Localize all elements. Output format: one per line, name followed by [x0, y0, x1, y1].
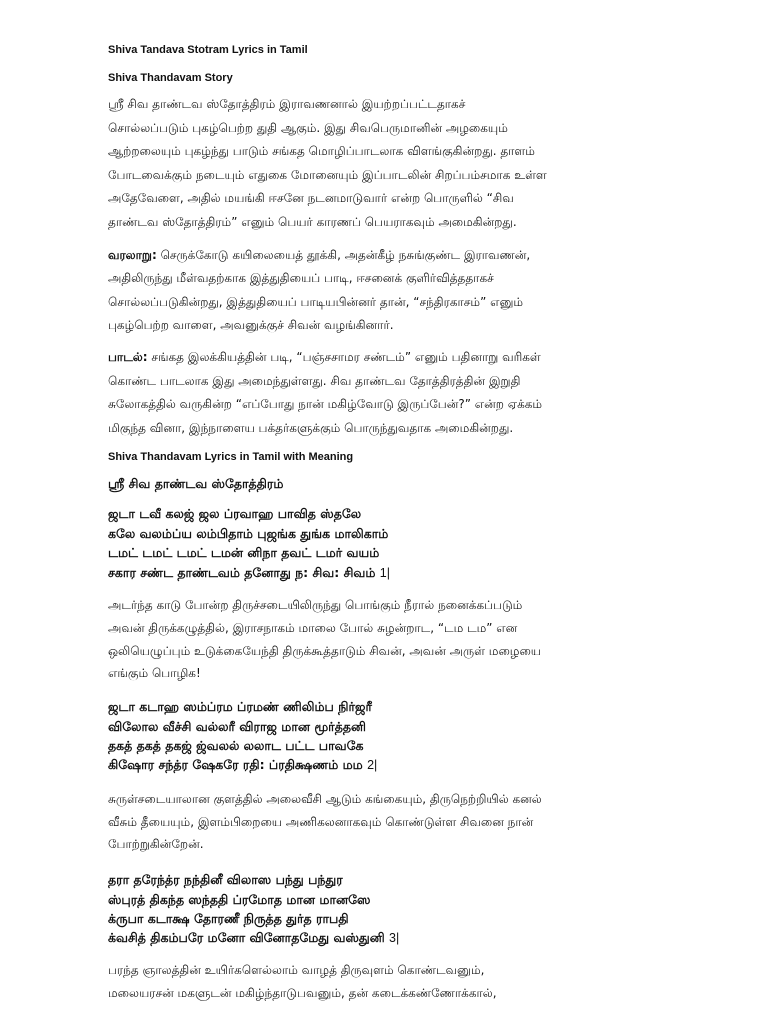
verse-line — [108, 928, 668, 948]
text-line: வீசும் தீயையும், இளம்பிறையை அணிகலனாகவும் கொண்டுள்ள சிவனை நான் — [108, 814, 534, 829]
text-line: சொல்லப்படுகின்றது, இத்துதியைப் பாடியபின்னர் தான், “சந்திரகாசம்” எனும் — [108, 294, 524, 309]
text-line: மிகுந்த வினா, இந்நாளைய பக்தர்களுக்கும் பொருந்துவதாக அமைகின்றது. — [108, 420, 514, 435]
text-line: புகழ்பெற்ற வாளை, அவனுக்குச் சிவன் வழங்கினார். — [108, 318, 394, 333]
document-title: Shiva Tandava Stotram Lyrics in Tamil — [108, 44, 308, 56]
verse-number: 2| — [367, 758, 378, 773]
verse-line: ஜடா டவீ கலஜ் ஜல ப்ரவாஹ பாவித ஸ்தலே — [108, 506, 362, 522]
verse-block — [108, 870, 668, 949]
song-paragraph — [108, 346, 668, 440]
text-line: போடவைக்கும் நடையும் எதுகை மோனையும் இப்பாடலின் சிறப்பம்சமாக உள்ள — [108, 167, 547, 182]
text-line: போற்றுகின்றேன். — [108, 837, 204, 852]
verse-line: தரா தரேந்த்ர நந்தினீ விலாஸ பந்து பந்துர — [108, 872, 343, 888]
verse-line: கலே வலம்ப்ய லம்பிதாம் புஜங்க துங்க மாலிகாம் — [108, 525, 389, 541]
text-line: பரந்த ஞாலத்தின் உயிர்களெல்லாம் வாழத் திருவுளம் கொண்டவனும், — [108, 962, 485, 977]
text-line: சுருள்சடையாலான குளத்தில் அலைவீசி ஆடும் கங்கையும், திருநெற்றியில் கனல் — [108, 791, 542, 806]
history-paragraph — [108, 244, 668, 338]
text-line: அவன் திருக்கழுத்தில், இராசநாகம் மாலை போல் சுழன்றாட, “டம டம” என — [108, 620, 518, 635]
meaning-paragraph — [108, 788, 668, 856]
verse-number: 1| — [379, 565, 390, 580]
text-line: அடர்ந்த காடு போன்ற திருச்சடையிலிருந்து பொங்கும் நீரால் நனைக்கப்படும் — [108, 597, 523, 612]
text-line: அதேவேளை, அதில் மயங்கி ஈசனே நடனமாடுவார் என்ற பொருளில் “சிவ — [108, 191, 514, 206]
section-heading-story: Shiva Thandavam Story — [108, 72, 233, 84]
verse-line: விலோல வீச்சி வல்லரீ விராஜ மான மூர்த்தனி — [108, 718, 366, 734]
text-line: கொண்ட பாடலாக இது அமைந்துள்ளது. சிவ தாண்டவ தோத்திரத்தின் இறுதி — [108, 373, 521, 388]
text-line: சுலோகத்தில் வருகின்ற “எப்போது நான் மகிழ்வோடு இருப்பேன்?” என்ற ஏக்கம் — [108, 397, 543, 412]
intro-paragraph — [108, 93, 668, 235]
verse-line: ஸ்புரத் திகந்த ஸந்ததி ப்ரமோத மான மானஸே — [108, 891, 371, 907]
meaning-paragraph — [108, 959, 668, 1005]
verse-block — [108, 697, 668, 776]
history-first-line: செருக்கோடு கயிலையைத் தூக்கி, அதன்கீழ் நசுங்குண்ட இராவணன், — [156, 247, 531, 262]
text-line — [108, 244, 668, 268]
document-page — [108, 36, 668, 1004]
verse-line — [108, 563, 668, 583]
stotram-title: ஸ்ரீ சிவ தாண்டவ ஸ்தோத்திரம் — [108, 476, 284, 492]
section-heading-meaning: Shiva Thandavam Lyrics in Tamil with Meaning — [108, 451, 354, 464]
verse-line: ஜடா கடாஹ ஸம்ப்ரம ப்ரமண் ணிலிம்ப நிர்ஜரீ — [108, 699, 372, 715]
text-line: அதிலிருந்து மீள்வதற்காக இத்துதியைப் பாடி, ஈசனைக் குளிர்வித்ததாகச் — [108, 271, 494, 286]
text-line — [108, 346, 668, 370]
text-line: ஸ்ரீ சிவ தாண்டவ ஸ்தோத்திரம் இராவணனால் இயற்றப்பட்டதாகச் — [108, 97, 466, 111]
verse-line-text: க்வசித் திகம்பரே மனோ வினோதமேது வஸ்துனி — [108, 930, 385, 946]
song-label: பாடல்: — [108, 349, 148, 364]
song-first-line: சங்கத இலக்கியத்தின் படி, “பஞ்சசாமர சண்டம்” எனும் பதினாறு வரிகள் — [147, 349, 541, 364]
verse-line-text: சகார சண்ட தாண்டவம் தனோது ந: சிவ: சிவம் — [108, 564, 376, 580]
verse-line-text: கிஷோர சந்த்ர ஷேகரே ரதி: ப்ரதிக்ஷணம் மம — [108, 757, 363, 773]
history-label: வரலாறு: — [108, 247, 157, 262]
text-line: சொல்லப்படும் புகழ்பெற்ற துதி ஆகும். இது சிவபெருமானின் அழகையும் — [108, 120, 508, 135]
text-line: ஒலியெழுப்பும் உடுக்கையேந்தி திருக்கூத்தாடும் சிவன், அவன் அருள் மழையை — [108, 643, 542, 658]
verse-line — [108, 755, 668, 775]
verse-number: 3| — [389, 931, 400, 946]
text-line: தாண்டவ ஸ்தோத்திரம்” எனும் பெயர் காரணப் பெயராகவும் அமைகின்றது. — [108, 214, 517, 229]
meaning-paragraph — [108, 594, 668, 685]
verse-line: க்ருபா கடாக்ஷ தோரணீ நிருத்த துர்த ராபதி — [108, 910, 349, 926]
verse-block — [108, 504, 668, 583]
text-line: மலையரசன் மகளுடன் மகிழ்ந்தாடுபவனும், தன் கடைக்கண்ணோக்கால், — [108, 985, 497, 1000]
verse-line: டமட் டமட் டமட் டமன் னிநா தவட் டமர் வயம் — [108, 545, 380, 561]
text-line: ஆற்றலையும் புகழ்ந்து பாடும் சங்கத மொழிப்பாடலாக விளங்குகின்றது. தாளம் — [108, 144, 535, 159]
text-line: எங்கும் பொழிக! — [108, 666, 201, 681]
verse-line: தகத் தகத் தகஜ் ஜ்வலல் லலாட பட்ட பாவகே — [108, 737, 364, 753]
